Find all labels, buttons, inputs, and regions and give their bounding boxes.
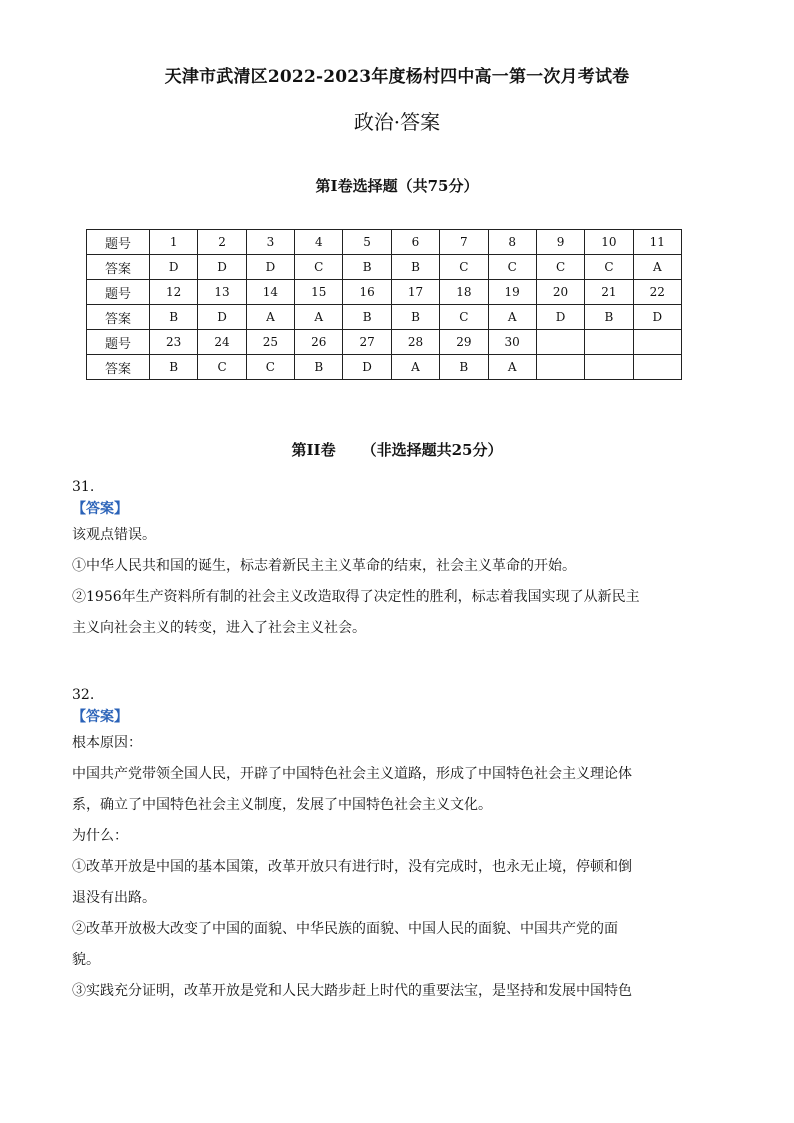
answer-cell: C [536, 255, 584, 280]
answer-cell: D [633, 305, 681, 330]
answer-line: ③实践充分证明，改革开放是党和人民大踏步赶上时代的重要法宝，是坚持和发展中国特色 [72, 983, 632, 999]
answer-cell: A [246, 305, 294, 330]
answer-cell: B [391, 305, 439, 330]
answer-line: 退没有出路。 [72, 890, 156, 906]
answer-cell [536, 355, 584, 380]
answer-line: 貌。 [72, 952, 100, 968]
question-number-cell: 29 [440, 330, 488, 355]
answer-cell: D [536, 305, 584, 330]
answer-tag: 【答案】 [72, 709, 128, 725]
answer-cell: C [440, 305, 488, 330]
section1-title: 第I卷选择题（共75分） [315, 177, 479, 195]
answer-line: 根本原因： [72, 735, 142, 751]
row-label-answer: 答案 [87, 355, 150, 380]
answer-cell: D [198, 255, 246, 280]
question-number-cell [585, 330, 633, 355]
answer-row [87, 255, 682, 280]
row-label-question: 题号 [87, 330, 150, 355]
answer-line: ①中华人民共和国的诞生，标志着新民主主义革命的结束，社会主义革命的开始。 [72, 558, 576, 574]
answer-line: 系，确立了中国特色社会主义制度，发展了中国特色社会主义文化。 [72, 797, 492, 813]
answer-line: 为什么： [72, 828, 128, 844]
question-number-cell: 7 [440, 230, 488, 255]
section2-subtitle: （非选择题共25分） [361, 441, 503, 459]
answer-cell: C [585, 255, 633, 280]
question-number-cell: 1 [150, 230, 198, 255]
answer-tag: 【答案】 [72, 501, 128, 517]
question-number-cell: 25 [246, 330, 294, 355]
answer-cell: B [295, 355, 343, 380]
section2-title-part: 第II卷 [291, 441, 336, 459]
question-number-cell: 28 [391, 330, 439, 355]
answer-cell: C [295, 255, 343, 280]
question-number-cell [536, 330, 584, 355]
answer-cell: D [198, 305, 246, 330]
answer-line: ②改革开放极大改变了中国的面貌、中华民族的面貌、中国人民的面貌、中国共产党的面 [72, 921, 618, 937]
question-number-cell: 6 [391, 230, 439, 255]
answer-cell: C [488, 255, 536, 280]
answer-row [87, 305, 682, 330]
answer-cell: B [391, 255, 439, 280]
question-number-cell: 17 [391, 280, 439, 305]
row-label-answer: 答案 [87, 255, 150, 280]
question-number-cell [633, 330, 681, 355]
answer-cell: B [343, 255, 391, 280]
question-number-cell: 24 [198, 330, 246, 355]
answer-cell: A [488, 305, 536, 330]
question-number-cell: 3 [246, 230, 294, 255]
question-number-row [87, 230, 682, 255]
answer-cell [633, 355, 681, 380]
answer-line: 该观点错误。 [72, 527, 156, 543]
question-number-cell: 21 [585, 280, 633, 305]
question-number-row [87, 280, 682, 305]
answer-cell: C [246, 355, 294, 380]
question-number: 32. [72, 687, 95, 703]
answer-cell: A [633, 255, 681, 280]
answer-cell: B [585, 305, 633, 330]
question-number-cell: 9 [536, 230, 584, 255]
question-number-cell: 18 [440, 280, 488, 305]
section2-title [0, 439, 794, 460]
question-number-cell: 13 [198, 280, 246, 305]
question-number-cell: 5 [343, 230, 391, 255]
question-number-cell: 26 [295, 330, 343, 355]
answer-cell: B [150, 305, 198, 330]
answer-line: ①改革开放是中国的基本国策，改革开放只有进行时，没有完成时，也永无止境，停顿和倒 [72, 859, 632, 875]
question-31-answer [72, 476, 720, 644]
exam-title: 天津市武清区2022-2023年度杨村四中高一第一次月考试卷 [164, 67, 630, 87]
question-number-cell: 8 [488, 230, 536, 255]
answer-cell: B [440, 355, 488, 380]
answer-cell [585, 355, 633, 380]
row-label-question: 题号 [87, 230, 150, 255]
answer-row [87, 355, 682, 380]
answer-line: ②1956年生产资料所有制的社会主义改造取得了决定性的胜利，标志着我国实现了从新民主 [72, 589, 640, 605]
question-number-cell: 15 [295, 280, 343, 305]
question-number-cell: 30 [488, 330, 536, 355]
question-number-cell: 14 [246, 280, 294, 305]
answer-cell: B [150, 355, 198, 380]
question-number-cell: 10 [585, 230, 633, 255]
question-number-cell: 23 [150, 330, 198, 355]
answer-line: 中国共产党带领全国人民，开辟了中国特色社会主义道路，形成了中国特色社会主义理论体 [72, 766, 632, 782]
row-label-answer: 答案 [87, 305, 150, 330]
answer-table [86, 229, 682, 380]
question-number-cell: 19 [488, 280, 536, 305]
answer-cell: A [391, 355, 439, 380]
question-number-cell: 27 [343, 330, 391, 355]
answer-cell: C [198, 355, 246, 380]
answer-cell: D [246, 255, 294, 280]
answer-cell: D [150, 255, 198, 280]
question-number-cell: 16 [343, 280, 391, 305]
answer-cell: A [488, 355, 536, 380]
question-32-answer [72, 684, 720, 1007]
answer-cell: B [343, 305, 391, 330]
question-number-cell: 11 [633, 230, 681, 255]
question-number-cell: 12 [150, 280, 198, 305]
question-number-cell: 20 [536, 280, 584, 305]
question-number: 31. [72, 479, 95, 495]
answer-cell: C [440, 255, 488, 280]
subject-title: 政治·答案 [353, 110, 441, 134]
answer-cell: A [295, 305, 343, 330]
question-number-cell: 2 [198, 230, 246, 255]
row-label-question: 题号 [87, 280, 150, 305]
question-number-cell: 22 [633, 280, 681, 305]
question-number-cell: 4 [295, 230, 343, 255]
question-number-row [87, 330, 682, 355]
answer-cell: D [343, 355, 391, 380]
answer-line: 主义向社会主义的转变，进入了社会主义社会。 [72, 620, 366, 636]
